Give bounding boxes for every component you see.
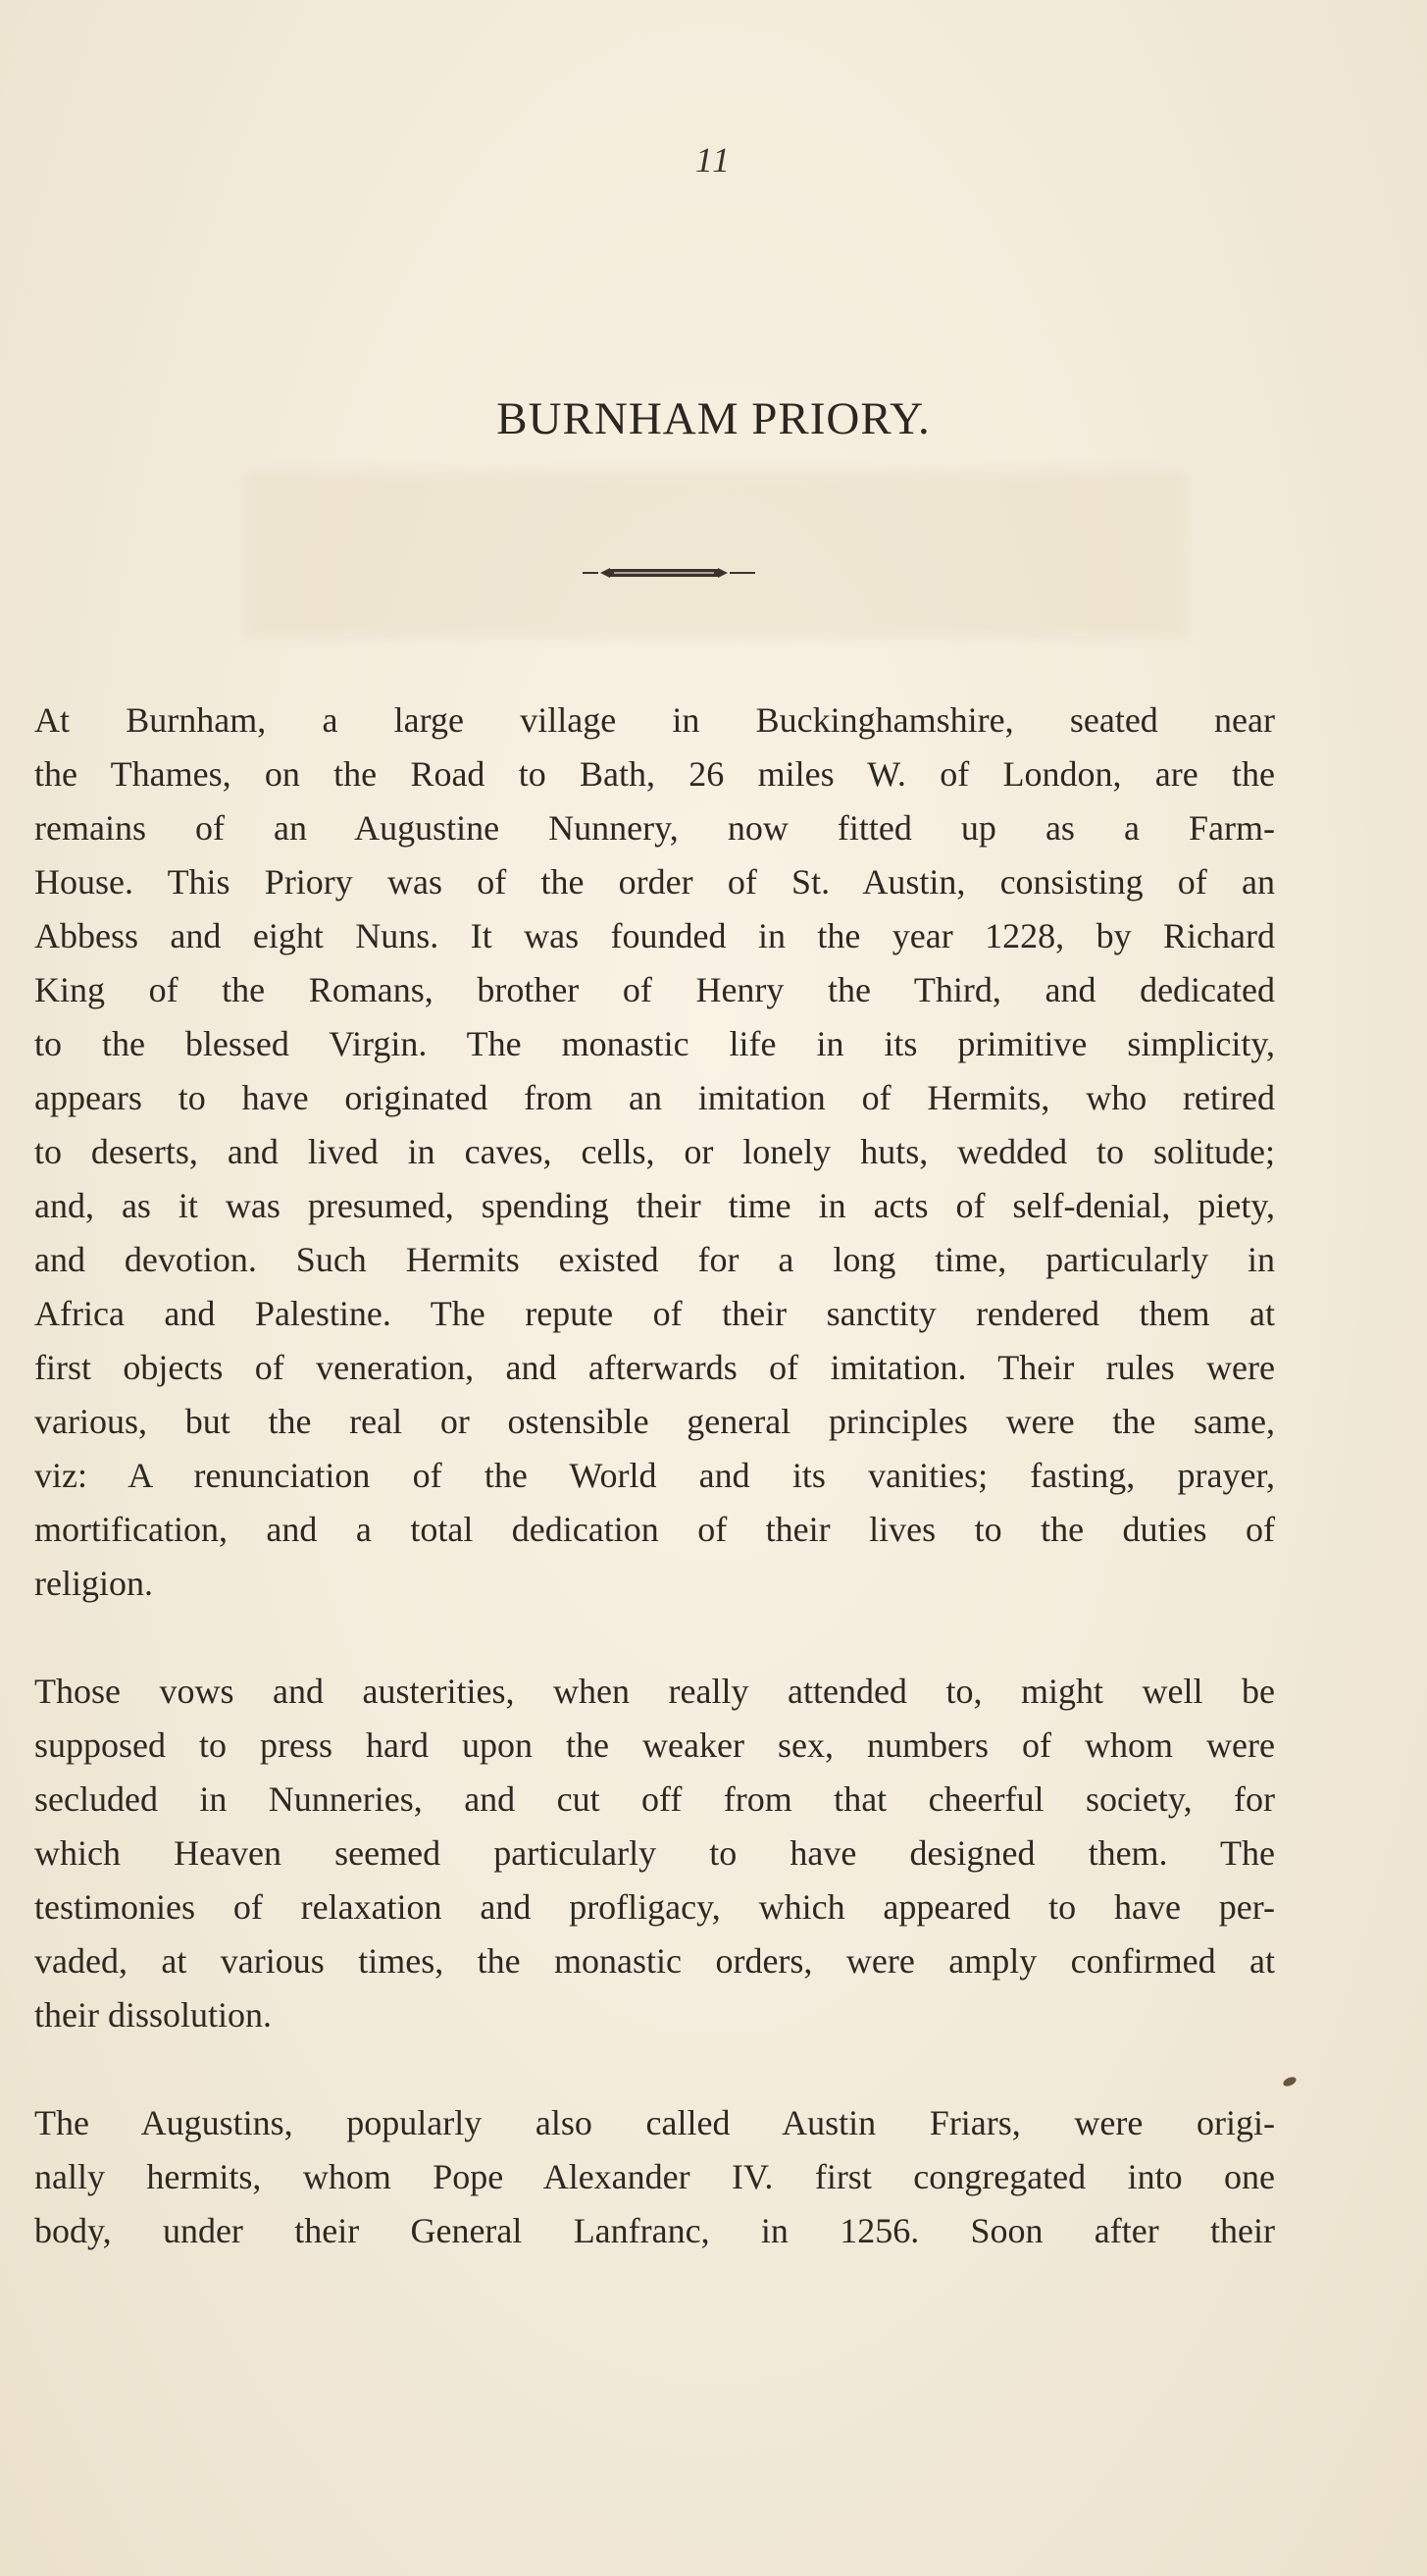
chapter-title: BURNHAM PRIORY. bbox=[496, 393, 931, 444]
text-line: their dissolution. bbox=[34, 1995, 272, 2035]
text-line: mortification, and a total dedication of their lives to the duties of bbox=[34, 1510, 1275, 1549]
text-line: which Heaven seemed particularly to have designed them. The bbox=[34, 1833, 1275, 1873]
paragraph-1 bbox=[34, 694, 1275, 1611]
paper-stain bbox=[245, 471, 1187, 638]
text-line: Those vows and austerities, when really attended to, might well be bbox=[34, 1672, 1275, 1711]
ornament-divider-icon bbox=[581, 564, 757, 582]
text-line: King of the Romans, brother of Henry the Third, and dedicated bbox=[34, 970, 1275, 1009]
page-number: 11 bbox=[694, 140, 733, 180]
text-line: supposed to press hard upon the weaker sex, numbers of whom were bbox=[34, 1726, 1275, 1765]
text-line: appears to have originated from an imitation of Hermits, who retired bbox=[34, 1078, 1275, 1117]
text-line: Abbess and eight Nuns. It was founded in the year 1228, by Richard bbox=[34, 916, 1275, 955]
text-line: testimonies of relaxation and profligacy, which appeared to have per- bbox=[34, 1887, 1275, 1927]
text-line: to the blessed Virgin. The monastic life in its primitive simplicity, bbox=[34, 1024, 1275, 1063]
text-line: body, under their General Lanfranc, in 1256. Soon after their bbox=[34, 2211, 1275, 2250]
text-line: viz: A renunciation of the World and its vanities; fasting, prayer, bbox=[34, 1456, 1275, 1495]
text-line: and devotion. Such Hermits existed for a long time, particularly in bbox=[34, 1240, 1275, 1279]
text-line: vaded, at various times, the monastic orders, were amply confirmed at bbox=[34, 1941, 1275, 1981]
ink-blot bbox=[1282, 2075, 1298, 2087]
text-line: nally hermits, whom Pope Alexander IV. first congregated into one bbox=[34, 2157, 1275, 2196]
text-line: At Burnham, a large village in Buckinghamshire, seated near bbox=[34, 700, 1275, 740]
paragraph-3 bbox=[34, 2096, 1275, 2258]
text-line: to deserts, and lived in caves, cells, or lonely huts, wedded to solitude; bbox=[34, 1132, 1275, 1171]
text-line: and, as it was presumed, spending their time in acts of self-denial, piety, bbox=[34, 1186, 1275, 1225]
paragraph-2 bbox=[34, 1665, 1275, 2042]
text-line: Africa and Palestine. The repute of their sanctity rendered them at bbox=[34, 1294, 1275, 1333]
text-line: secluded in Nunneries, and cut off from that cheerful society, for bbox=[34, 1779, 1275, 1819]
text-line: various, but the real or ostensible general principles were the same, bbox=[34, 1402, 1275, 1441]
text-line: The Augustins, popularly also called Austin Friars, were origi- bbox=[34, 2103, 1275, 2142]
text-line: the Thames, on the Road to Bath, 26 miles W. of London, are the bbox=[34, 754, 1275, 794]
text-line: first objects of veneration, and afterwards of imitation. Their rules were bbox=[34, 1348, 1275, 1387]
text-line: religion. bbox=[34, 1564, 153, 1603]
text-line: House. This Priory was of the order of St. Austin, consisting of an bbox=[34, 862, 1275, 902]
text-line: remains of an Augustine Nunnery, now fitted up as a Farm- bbox=[34, 808, 1275, 848]
